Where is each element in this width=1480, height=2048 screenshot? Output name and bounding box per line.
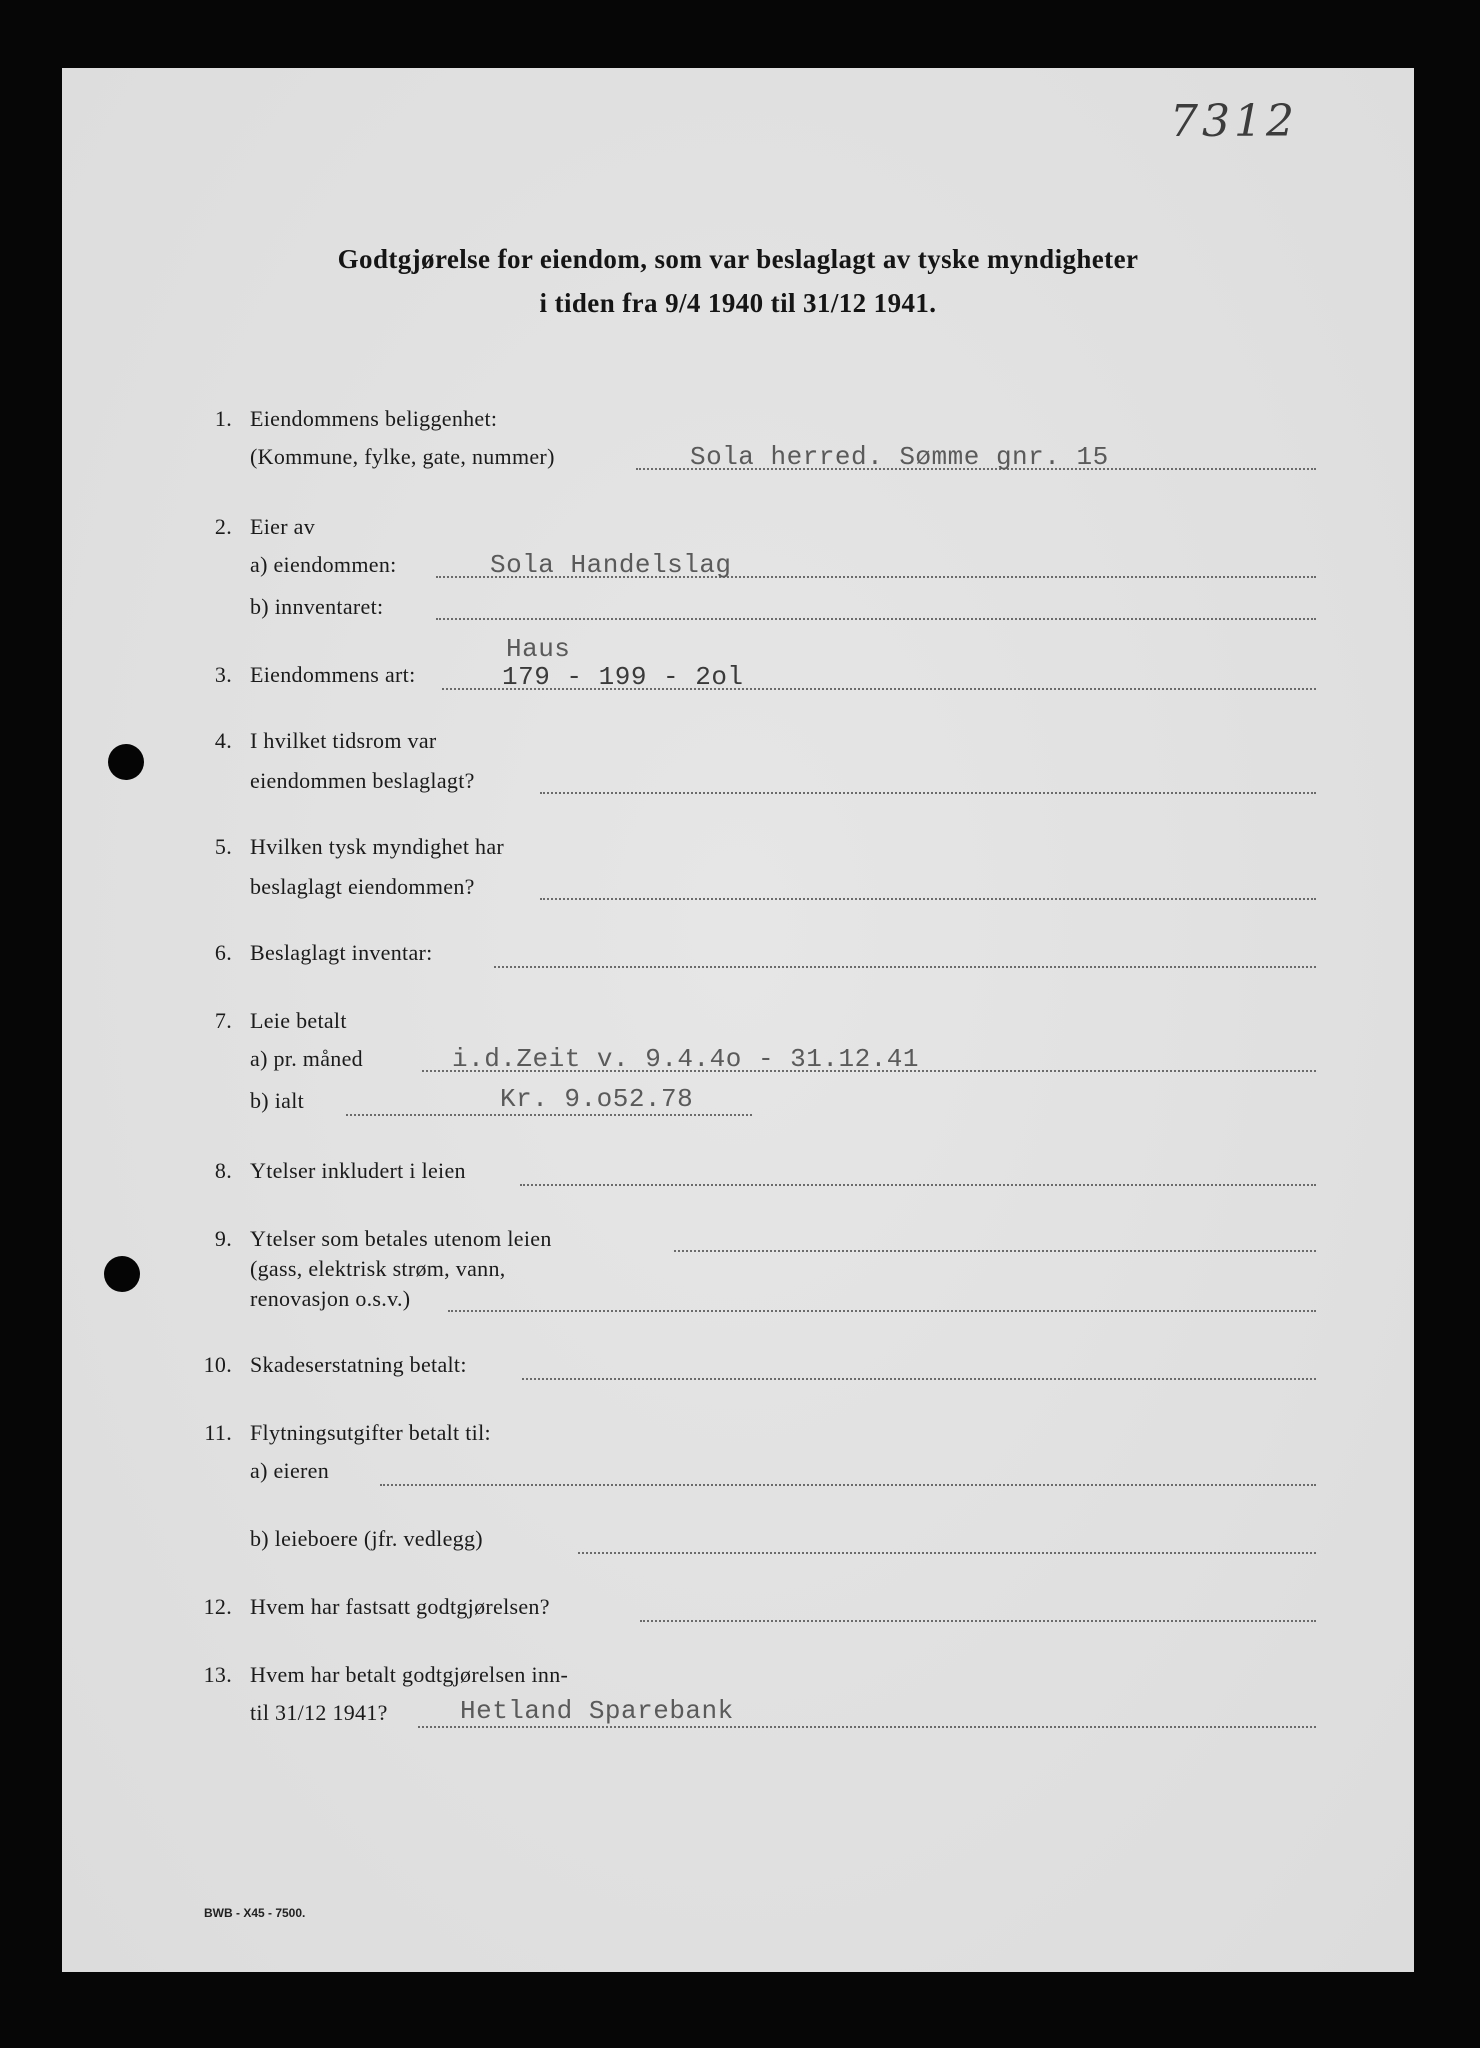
item-11a-answer-line: [380, 1484, 1316, 1486]
punch-hole-upper: [108, 744, 144, 780]
item-2-number: 2.: [214, 514, 232, 539]
title-line-2: i tiden fra 9/4 1940 til 31/12 1941.: [539, 288, 937, 318]
item-9-number: 9.: [214, 1226, 232, 1251]
item-1-answer: Sola herred. Sømme gnr. 15: [690, 442, 1109, 472]
item-11b-label: b) leieboere (jfr. vedlegg): [250, 1526, 483, 1551]
punch-hole-lower: [104, 1256, 140, 1292]
item-8-label: Ytelser inkludert i leien: [250, 1158, 466, 1183]
item-7b-answer-line: [346, 1114, 752, 1116]
item-12-number: 12.: [203, 1594, 232, 1619]
item-10-label: Skadeserstatning betalt:: [250, 1352, 467, 1377]
item-8-number: 8.: [214, 1158, 232, 1183]
item-3-answer: 179 - 199 - 2ol: [502, 662, 744, 692]
item-9-answer-line-2: [448, 1310, 1316, 1312]
item-3-number: 3.: [214, 662, 232, 687]
item-7b-answer: Kr. 9.o52.78: [500, 1084, 694, 1114]
item-1-label: Eiendommens beliggenhet:: [250, 406, 498, 431]
item-13-answer: Hetland Sparebank: [460, 1696, 734, 1726]
item-4-answer-line: [540, 792, 1316, 794]
item-12-label: Hvem har fastsatt godtgjørelsen?: [250, 1594, 550, 1619]
document-page: [62, 68, 1414, 1972]
item-9-answer-line: [674, 1250, 1316, 1252]
item-6-label: Beslaglagt inventar:: [250, 940, 433, 965]
item-13-answer-line: [418, 1726, 1316, 1728]
item-1-sublabel: (Kommune, fylke, gate, nummer): [250, 444, 555, 469]
item-5-number: 5.: [214, 834, 232, 859]
item-8-answer-line: [520, 1184, 1316, 1186]
item-5-answer-line: [540, 898, 1316, 900]
item-2b-answer-line: [436, 618, 1316, 620]
item-7b-label: b) ialt: [250, 1088, 305, 1113]
item-2-label: Eier av: [250, 514, 316, 539]
item-11-label: Flytningsutgifter betalt til:: [250, 1420, 491, 1445]
item-11-number: 11.: [204, 1420, 232, 1445]
item-6-answer-line: [494, 966, 1316, 968]
item-3-answer-top: Haus: [506, 634, 571, 664]
item-2a-label: a) eiendommen:: [250, 552, 397, 577]
item-9-label: Ytelser som betales utenom leien: [250, 1226, 552, 1251]
item-7a-label: a) pr. måned: [250, 1046, 363, 1071]
item-5-sublabel: beslaglagt eiendommen?: [250, 874, 475, 899]
item-10-answer-line: [522, 1378, 1316, 1380]
item-2a-answer: Sola Handelslag: [490, 550, 732, 580]
item-13-sublabel: til 31/12 1941?: [250, 1700, 388, 1725]
item-4-sublabel: eiendommen beslaglagt?: [250, 768, 475, 793]
handwritten-number: 7312: [1170, 96, 1298, 147]
item-5-label: Hvilken tysk myndighet har: [250, 834, 505, 859]
item-7a-answer: i.d.Zeit v. 9.4.4o - 31.12.41: [452, 1044, 919, 1074]
item-12-answer-line: [640, 1620, 1316, 1622]
item-11b-answer-line: [578, 1552, 1316, 1554]
item-13-number: 13.: [203, 1662, 232, 1687]
item-9-sublabel-1: (gass, elektrisk strøm, vann,: [250, 1256, 506, 1281]
item-9-sublabel-2: renovasjon o.s.v.): [250, 1286, 411, 1311]
item-7-label: Leie betalt: [250, 1008, 347, 1033]
item-3-label: Eiendommens art:: [250, 662, 416, 687]
item-13-label: Hvem har betalt godtgjørelsen inn-: [250, 1662, 569, 1687]
item-6-number: 6.: [214, 940, 232, 965]
printer-imprint: BWB - X45 - 7500.: [204, 1906, 306, 1920]
item-4-number: 4.: [214, 728, 232, 753]
item-4-label: I hvilket tidsrom var: [250, 728, 437, 753]
item-2b-label: b) innventaret:: [250, 594, 384, 619]
title-line-1: Godtgjørelse for eiendom, som var beslaglagt av tyske myndigheter: [337, 244, 1139, 274]
item-1-number: 1.: [214, 406, 232, 431]
item-7-number: 7.: [214, 1008, 232, 1033]
item-10-number: 10.: [203, 1352, 232, 1377]
item-11a-label: a) eieren: [250, 1458, 330, 1483]
